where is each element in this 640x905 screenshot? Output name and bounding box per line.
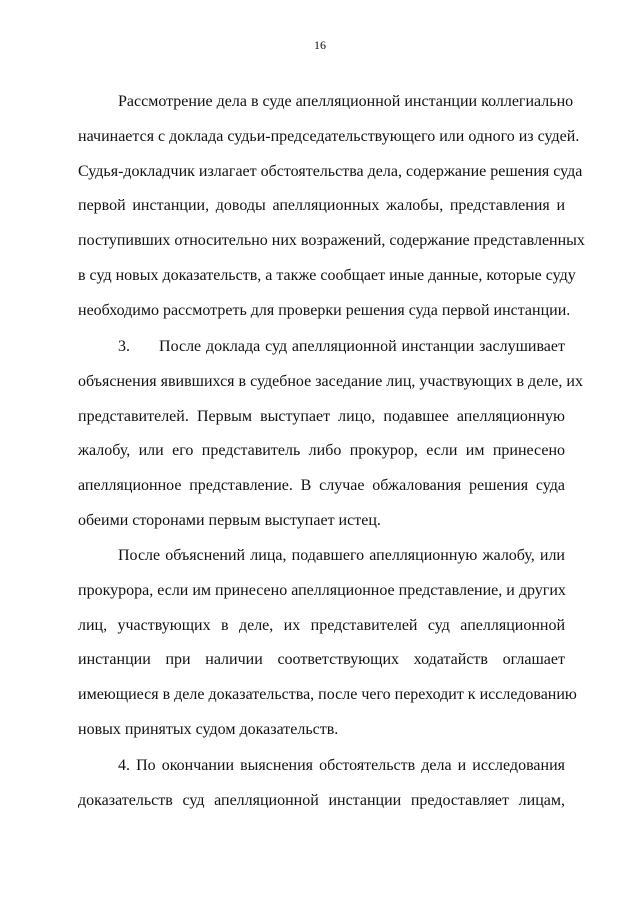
page-number: 16 <box>314 38 326 52</box>
paragraph-report <box>78 92 585 336</box>
text-line: Судья-докладчик излагает обстоятельства дела, содержание решения суда <box>78 162 583 180</box>
text-line: имеющиеся в деле доказательства, после чего переходит к исследованию <box>78 686 577 704</box>
text-line: представителей. Первым выступает лицо, подавшее апелляционную <box>78 407 565 425</box>
text-line: жалобу, или его представитель либо прокурор, если им принесено <box>78 442 565 460</box>
text-line: 4. По окончании выяснения обстоятельств дела и исследования <box>118 757 565 774</box>
text-line: первой инстанции, доводы апелляционных жалобы, представления и <box>78 197 565 215</box>
text-line: инстанции при наличии соответствующих ходатайств оглашает <box>78 651 565 669</box>
text-line: После объяснений лица, подавшего апелляционную жалобу, или <box>118 547 565 564</box>
text-line: 3. После доклада суд апелляционной инстанции заслушивает <box>118 338 565 355</box>
text-line: Рассмотрение дела в суде апелляционной инстанции коллегиально <box>118 93 574 110</box>
text-line: объяснения явившихся в судебное заседание лиц, участвующих в деле, их <box>78 372 583 390</box>
text-line: обеими сторонами первым выступает истец. <box>78 511 381 529</box>
text-line: необходимо рассмотреть для проверки решения суда первой инстанции. <box>78 301 571 319</box>
text-line: поступивших относительно них возражений, содержание представленных <box>78 232 585 250</box>
paragraph-item-4 <box>78 756 565 826</box>
text-line: в суд новых доказательств, а также сообщает иные данные, которые суду <box>78 266 576 284</box>
paragraph-item-3 <box>78 337 583 546</box>
text-line: доказательств суд апелляционной инстанции предоставляет лицам, <box>78 791 565 809</box>
text-line: новых принятых судом доказательств. <box>78 720 339 738</box>
text-line: лиц, участвующих в деле, их представителей суд апелляционной <box>78 616 565 634</box>
text-line: прокурора, если им принесено апелляционное представление, и других <box>78 581 566 599</box>
paragraph-explanations <box>78 546 577 755</box>
text-line: начинается с доклада судьи-председательствующего или одного из судей. <box>78 127 580 145</box>
text-line: апелляционное представление. В случае обжалования решения суда <box>78 477 565 495</box>
